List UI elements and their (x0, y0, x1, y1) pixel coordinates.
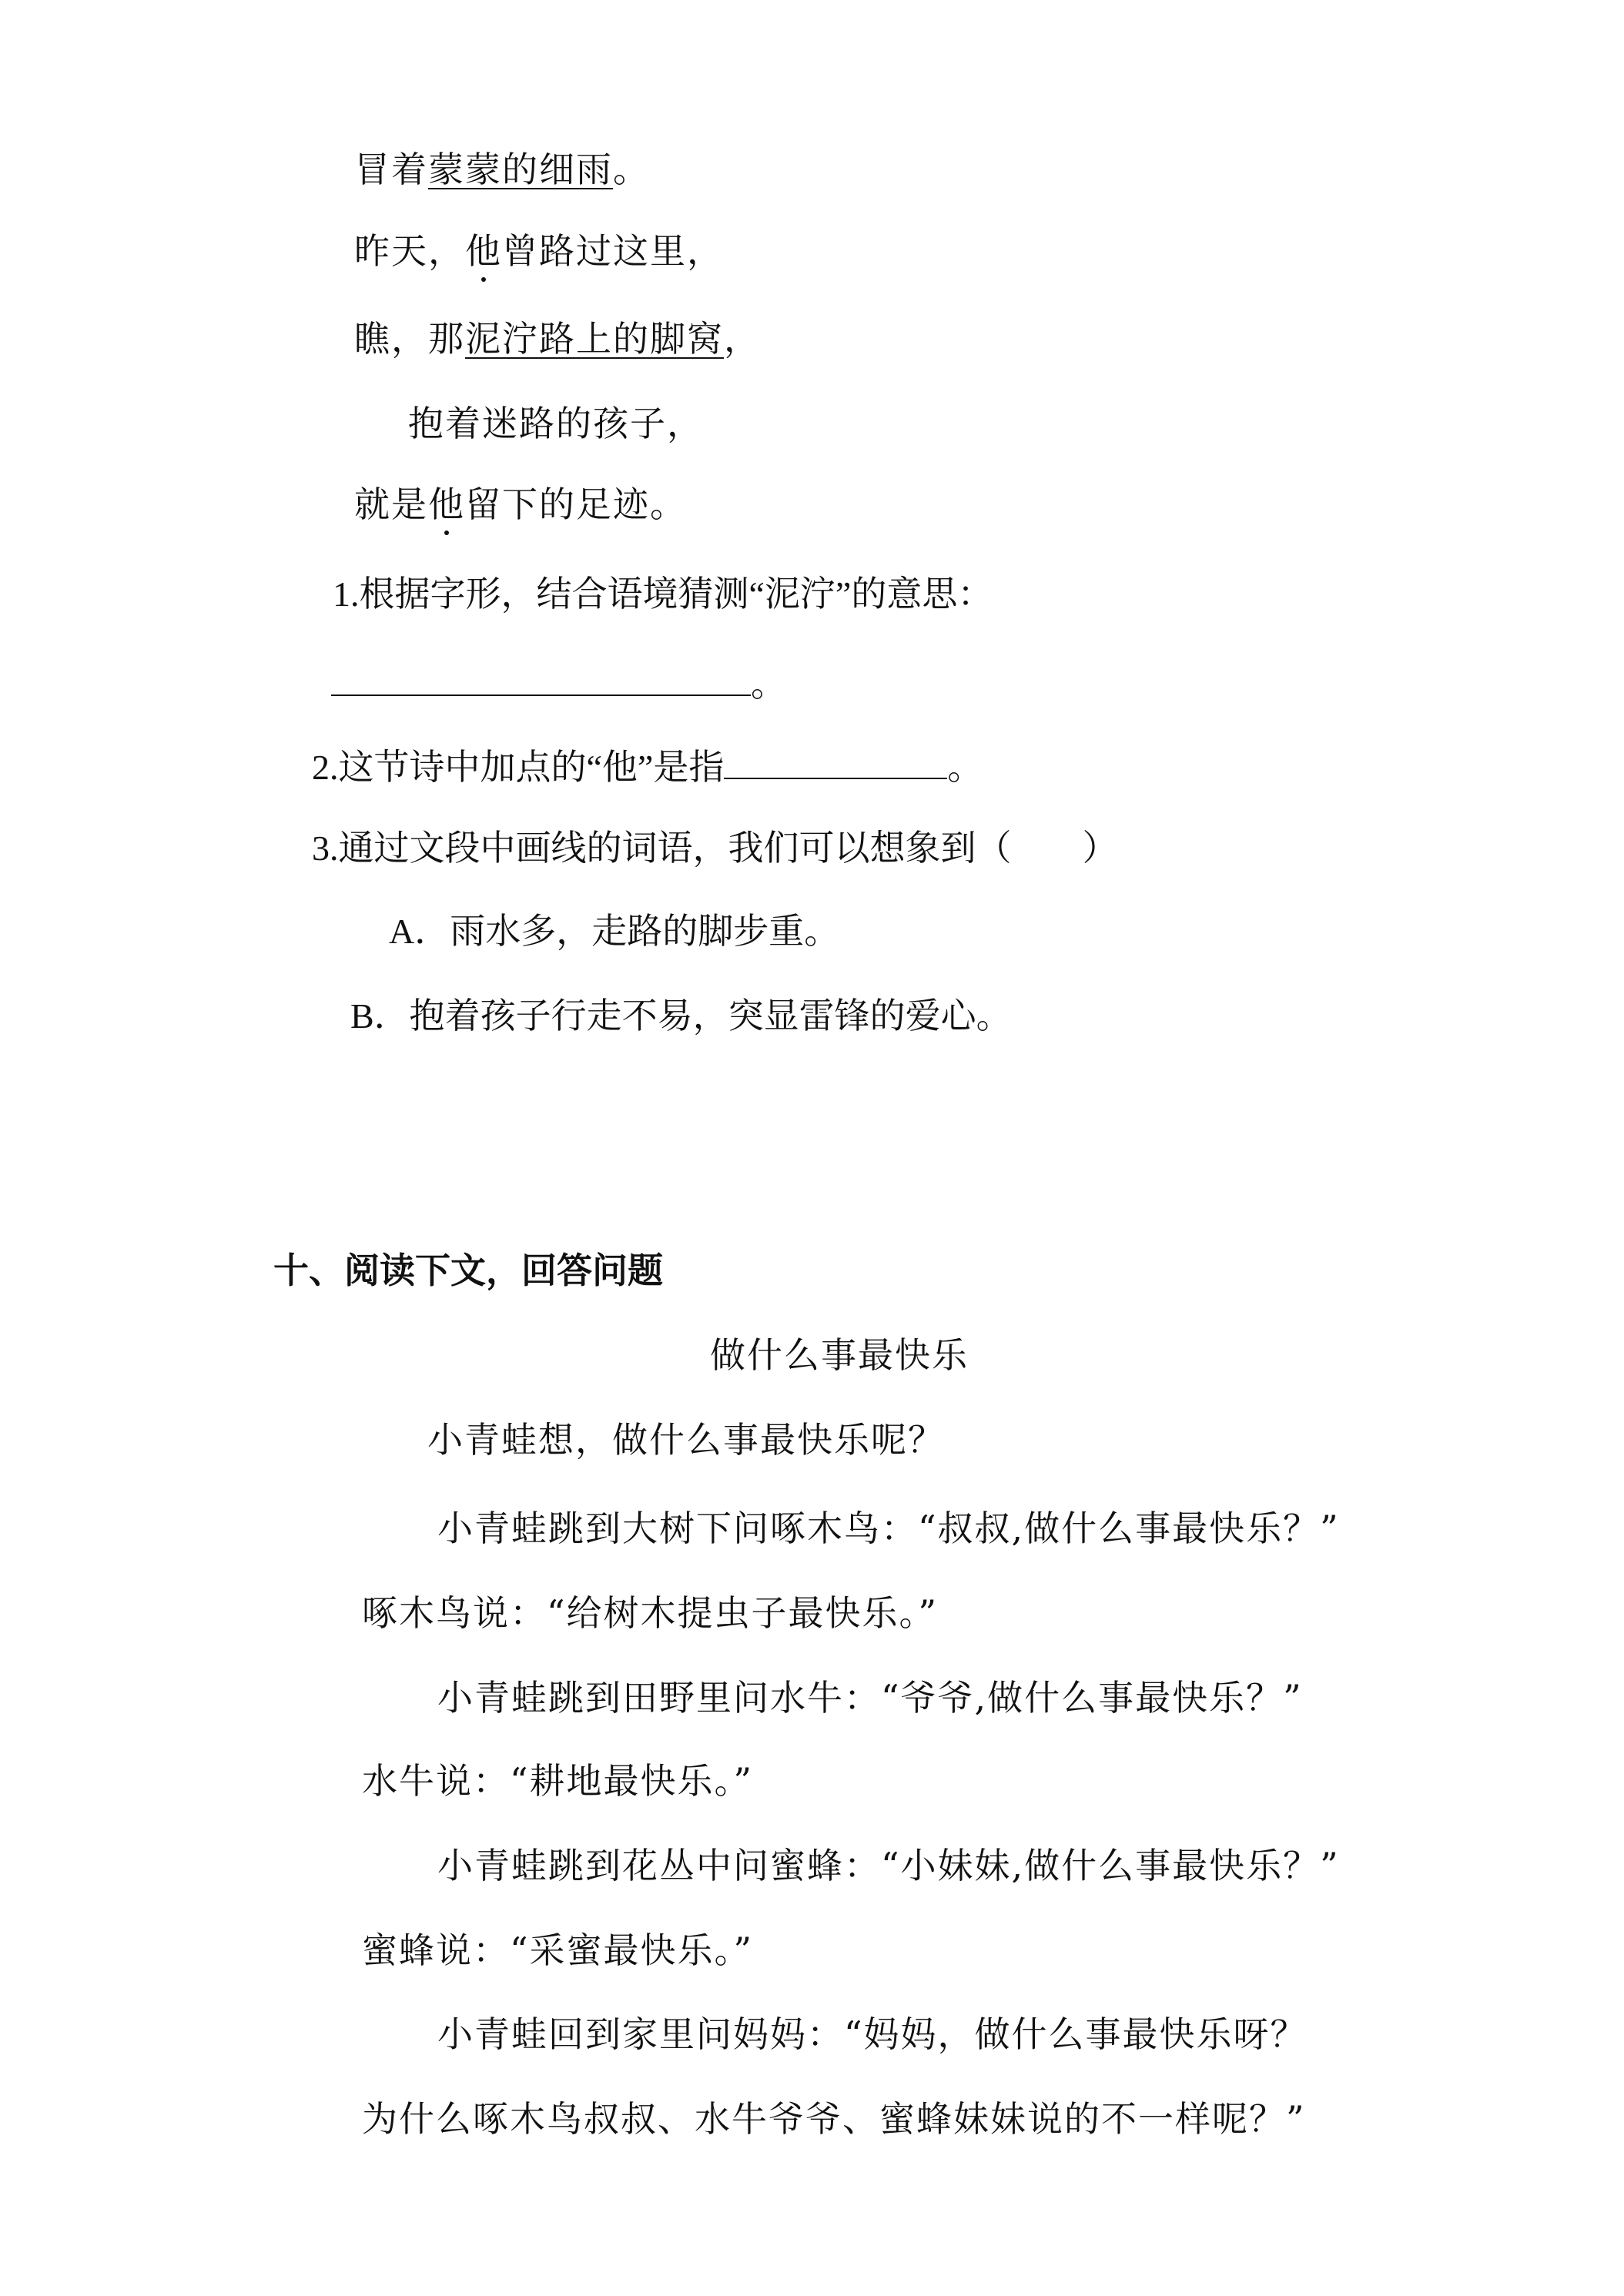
answer-blank[interactable] (331, 661, 751, 696)
question-1: 1.根据字形，结合语境猜测“泥泞”的意思： (333, 574, 993, 614)
poem-text: 留下的足迹。 (465, 484, 687, 525)
paragraph-2-line-1: 小青蛙跳到大树下问啄木鸟：“叔叔,做什么事最快乐？” (437, 1508, 1340, 1549)
question-text: 2.这节诗中加点的“他”是指 (312, 748, 725, 787)
paragraph-4-line-2: 蜜蜂说：“采蜜最快乐。” (362, 1930, 754, 1971)
paragraph-5-line-1: 小青蛙回到家里问妈妈：“妈妈，做什么事最快乐呀？ (437, 2013, 1308, 2055)
dotted-character: 他 (465, 228, 502, 274)
poem-text: ， (724, 318, 761, 360)
poem-line-4: 抱着迷路的孩子， (408, 403, 704, 444)
poem-line-5 (354, 481, 687, 527)
underlined-phrase: 蒙蒙的细雨 (428, 149, 613, 190)
paragraph-5-line-2: 为什么啄木鸟叔叔、水牛爷爷、蜜蜂妹妹说的不一样呢？” (362, 2098, 1306, 2140)
question-1-answer (331, 661, 786, 708)
paragraph-3-line-1: 小青蛙跳到田野里问水牛：“爷爷,做什么事最快乐？” (437, 1677, 1303, 1719)
paragraph-1: 小青蛙想，做什么事最快乐呢？ (427, 1419, 945, 1461)
question-2 (312, 744, 983, 791)
section-heading: 十、阅读下文，回答问题 (273, 1250, 663, 1291)
poem-text: 就是 (354, 484, 428, 525)
poem-text: 冒着 (354, 149, 428, 190)
poem-line-1 (354, 146, 650, 192)
paragraph-2-line-2: 啄木鸟说：“给树木提虫子最快乐。” (362, 1592, 939, 1634)
poem-line-3 (354, 316, 761, 362)
poem-text: 。 (613, 149, 650, 190)
article-title: 做什么事最快乐 (710, 1334, 969, 1376)
paragraph-3-line-2: 水牛说：“耕地最快乐。” (362, 1760, 754, 1802)
answer-blank[interactable] (724, 744, 947, 779)
question-text: 。 (751, 664, 786, 704)
poem-line-2 (354, 228, 724, 274)
paragraph-4-line-1: 小青蛙跳到花丛中问蜜蜂：“小妹妹,做什么事最快乐？” (437, 1845, 1340, 1886)
option-a: A．雨水多，走路的脚步重。 (389, 912, 840, 951)
question-3: 3.通过文段中画线的词语，我们可以想象到（ ） (312, 828, 1118, 868)
poem-text: 昨天， (354, 230, 465, 272)
question-text: 。 (947, 748, 983, 787)
dotted-character: 他 (428, 481, 465, 527)
underlined-phrase: 泥泞路上的脚窝 (465, 318, 724, 360)
poem-text: 瞧，那 (354, 318, 465, 360)
poem-text: 曾路过这里， (502, 230, 724, 272)
option-b: B．抱着孩子行走不易，突显雷锋的爱心。 (350, 996, 1012, 1036)
